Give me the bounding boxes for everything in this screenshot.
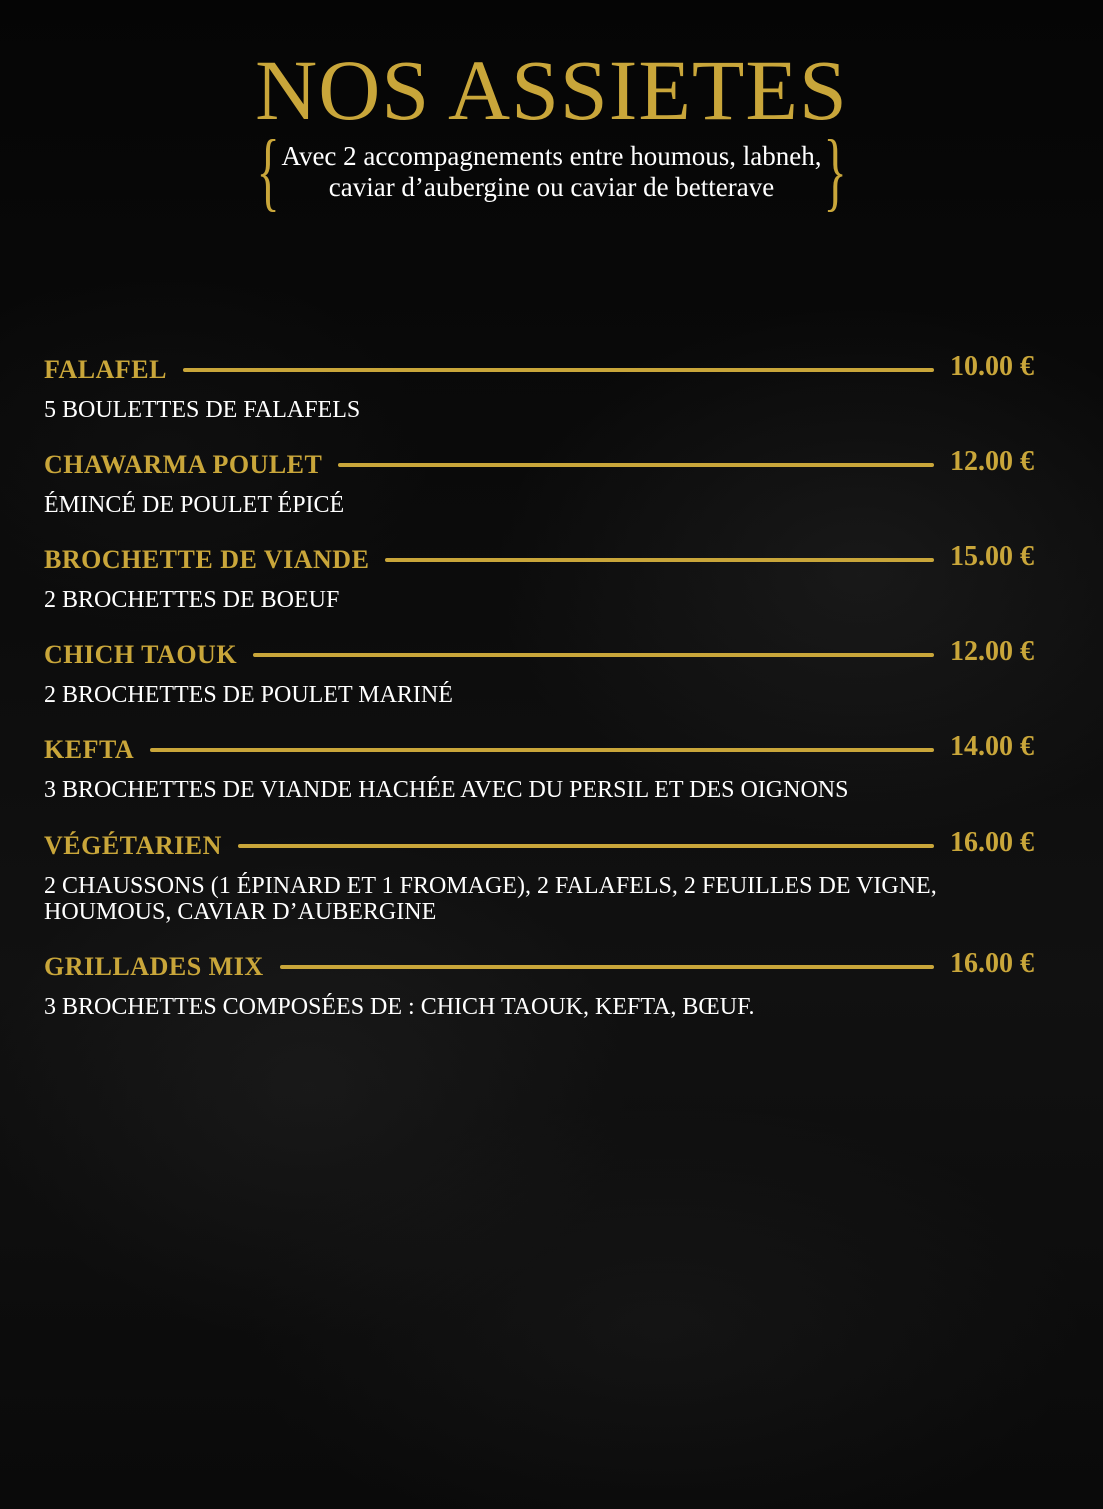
menu-item-chich-taouk	[44, 633, 1034, 708]
subtitle-line-2: caviar d’aubergine ou caviar de betterave	[328, 172, 775, 202]
item-price: 12.00 €	[950, 636, 1034, 667]
item-price: 15.00 €	[950, 541, 1034, 572]
dotted-leader-line	[280, 965, 934, 969]
menu-item-chawarma-poulet	[44, 443, 1034, 518]
item-description: 2 BROCHETTES DE BOEUF	[44, 587, 340, 613]
subtitle-block	[0, 123, 1103, 220]
item-name: GRILLADES MIX	[44, 952, 264, 981]
item-name: VÉGÉTARIEN	[44, 831, 222, 860]
dotted-leader-line	[385, 558, 934, 562]
item-name: FALAFEL	[44, 355, 167, 384]
subtitle-line-1: Avec 2 accompagnements entre houmous, labneh,	[281, 141, 822, 171]
menu-item-falafel	[44, 348, 1034, 423]
left-brace-icon: {	[256, 123, 280, 220]
menu-item-kefta	[44, 728, 1034, 803]
item-price: 14.00 €	[950, 731, 1034, 762]
item-price: 12.00 €	[950, 446, 1034, 477]
item-description: 2 CHAUSSONS (1 ÉPINARD ET 1 FROMAGE), 2 FALAFELS, 2 FEUILLES DE VIGNE, HOUMOUS, CAVIAR D’AUBERGINE	[44, 873, 937, 925]
right-brace-icon: }	[823, 123, 847, 220]
item-price: 16.00 €	[950, 948, 1034, 979]
item-name: CHICH TAOUK	[44, 640, 238, 669]
dotted-leader-line	[238, 844, 934, 848]
item-name: BROCHETTE DE VIANDE	[44, 545, 370, 574]
item-description: 3 BROCHETTES DE VIANDE HACHÉE AVEC DU PERSIL ET DES OIGNONS	[44, 777, 849, 803]
item-price: 10.00 €	[950, 351, 1034, 382]
item-description: 3 BROCHETTES COMPOSÉES DE : CHICH TAOUK, KEFTA, BŒUF.	[44, 994, 755, 1020]
dotted-leader-line	[253, 653, 934, 657]
item-price: 16.00 €	[950, 827, 1034, 858]
item-name: CHAWARMA POULET	[44, 450, 323, 479]
menu-item-vegetarien	[44, 824, 1034, 925]
item-description: ÉMINCÉ DE POULET ÉPICÉ	[44, 492, 345, 518]
dotted-leader-line	[150, 748, 934, 752]
subtitle	[281, 141, 821, 203]
item-name: KEFTA	[44, 735, 135, 764]
dotted-leader-line	[338, 463, 934, 467]
item-description: 2 BROCHETTES DE POULET MARINÉ	[44, 682, 453, 708]
menu-item-grillades-mix	[44, 945, 1034, 1020]
dotted-leader-line	[183, 368, 934, 372]
menu-item-brochette-de-viande	[44, 538, 1034, 613]
item-description: 5 BOULETTES DE FALAFELS	[44, 397, 361, 423]
page-title: NOS ASSIETES	[255, 42, 848, 138]
